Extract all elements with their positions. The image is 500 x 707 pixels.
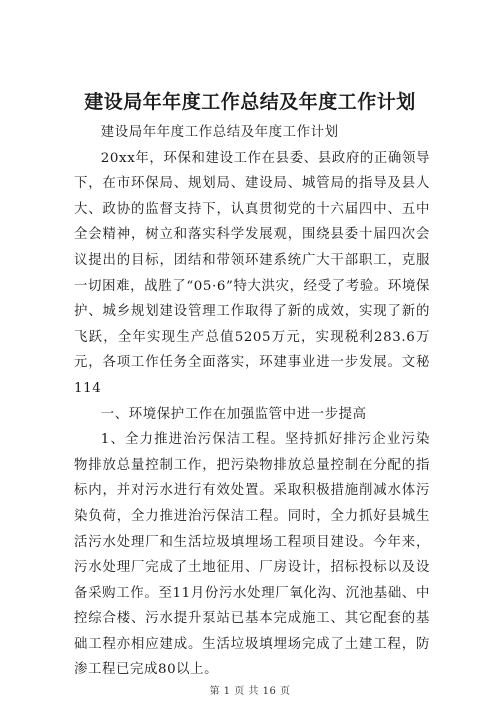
section-heading: 一、环境保护工作在加强监管中进一步提高 <box>100 406 367 422</box>
document-body <box>74 120 430 683</box>
document-subtitle: 建设局年年度工作总结及年度工作计划 <box>100 125 339 140</box>
paragraph-intro: 20xx年，环保和建设工作在县委、县政府的正确领导下，在市环保局、规划局、建设局、城管局的指导及县人大、政协的监督支持下，认真贯彻党的十六届四中、五中全会精神，树立和落实科学发展观，围绕县委十届四次会议提出的目标，团结和带领环建系统广大干部职工，克服一切困难，战胜了“05·6”特大洪灾，经受了考验。环境保护、城乡规划建设管理工作取得了新的成效，实现了新的飞跃，全年实现生产总值5205万元，实现税利283.6万元，各项工作任务全面落实，环建事业进一步发展。文秘114 <box>74 150 430 396</box>
page-number-footer: 第 1 页 共 16 页 <box>209 686 291 697</box>
paragraph-section-1: 1、全力推进治污保洁工程。坚持抓好排污企业污染物排放总量控制工作，把污染物排放总量控制在分配的指标内，并对污水进行有效处置。采取积极措施削减水体污染负荷，全力推进治污保洁工程。同时，全力抓好县城生活污水处理厂和生活垃圾填埋场工程项目建设。今年来，污水处理厂完成了土地征用、厂房设计，招标投标以及设备采购工作。至11月份污水处理厂氧化沟、沉池基础、中控综合楼、污水提升泵站已基本完成施工、其它配套的基础工程亦相应建成。生活垃圾填埋场完成了土建工程，防渗工程已完成80以上。 <box>74 432 430 678</box>
document-title: 建设局年年度工作总结及年度工作计划 <box>84 91 416 113</box>
